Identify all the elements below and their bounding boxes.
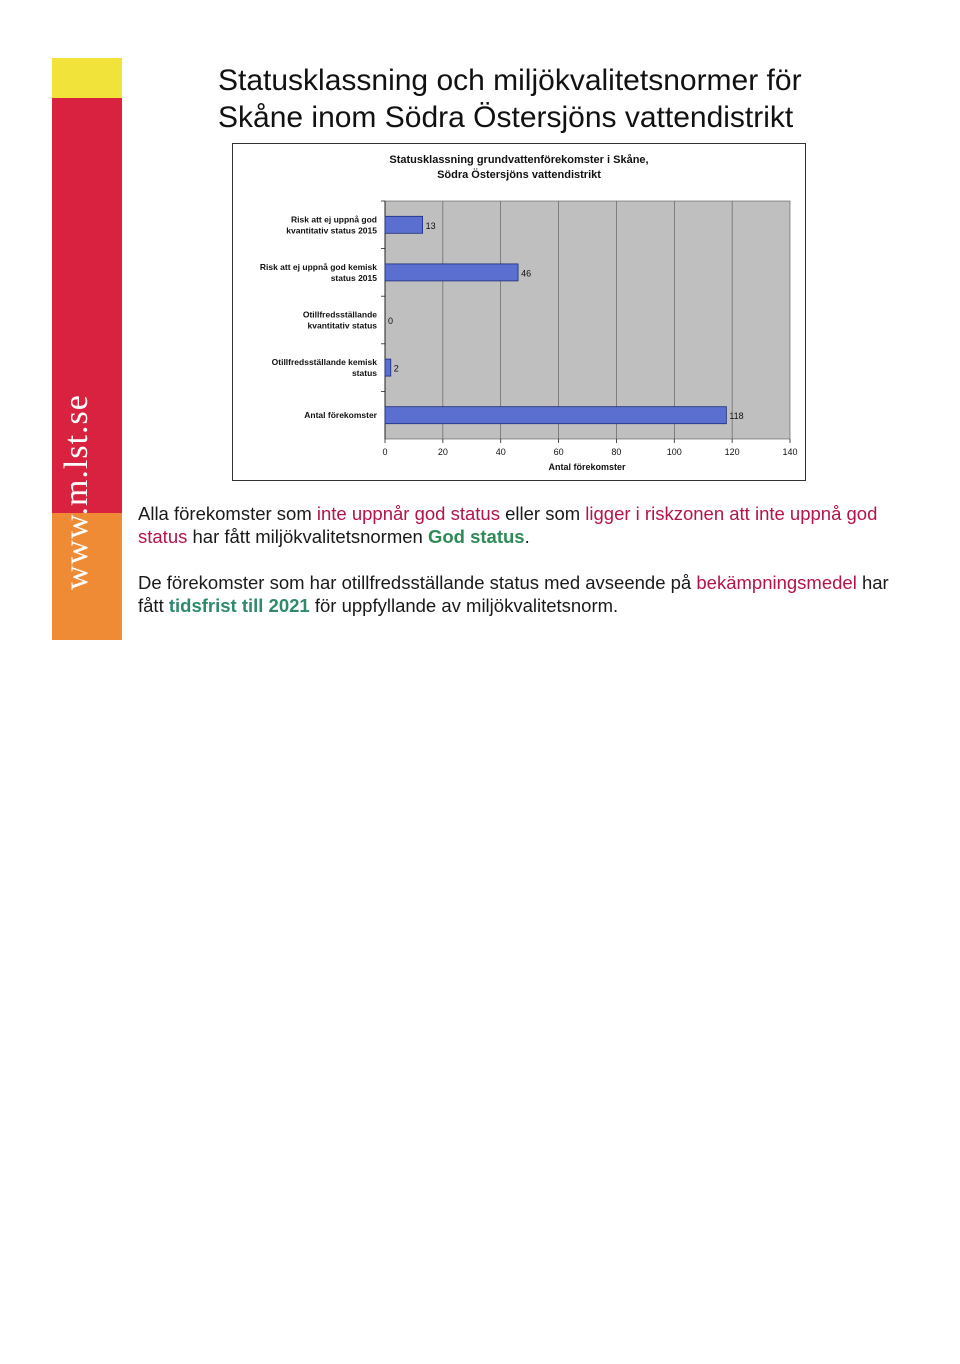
paragraph-god-status-segment: God status <box>427 526 525 547</box>
chart-title: Statusklassning grundvattenförekomster i Skåne, <box>389 154 649 166</box>
category-label: Risk att ej uppnå god kemisk <box>259 261 377 272</box>
status-chart <box>232 143 806 481</box>
paragraph-god-status-segment: Alla förekomster som <box>138 503 317 524</box>
bar <box>385 407 726 424</box>
x-tick-label: 60 <box>553 447 564 457</box>
bar <box>385 359 391 376</box>
category-label: Otillfredsställande kemisk <box>271 357 377 368</box>
paragraph-tidsfrist-segment: för uppfyllande av miljökvalitetsnorm. <box>309 595 619 616</box>
x-tick-label: 40 <box>495 447 506 457</box>
bar-data-label: 46 <box>521 268 532 279</box>
category-label: Otillfredsställande <box>302 309 377 320</box>
bar <box>385 216 423 233</box>
paragraph-tidsfrist <box>138 571 898 617</box>
x-tick-label: 100 <box>666 447 682 457</box>
paragraph-god-status <box>138 502 898 548</box>
x-tick-label: 0 <box>382 447 388 457</box>
chart-x-axis-label: Antal förekomster <box>548 462 626 472</box>
chart-svg <box>233 144 805 480</box>
bar-data-label: 2 <box>393 363 399 374</box>
paragraph-tidsfrist-segment: har fått <box>138 572 889 616</box>
x-tick-label: 20 <box>437 447 448 457</box>
site-url: www.m.lst.se <box>58 394 95 590</box>
paragraph-god-status-segment: inte uppnår god status <box>316 503 500 524</box>
category-label: kvantitativ status <box>307 320 377 331</box>
paragraph-tidsfrist-segment: De förekomster som har otillfredsställande status med avseende på <box>138 572 697 593</box>
paragraph-god-status-segment: ligger i riskzonen att inte uppnå god status <box>138 503 878 547</box>
bar-data-label: 118 <box>729 411 744 422</box>
paragraph-god-status-segment: . <box>524 526 530 547</box>
bar-data-label: 0 <box>388 316 394 326</box>
page-title-line-2: Skåne inom Södra Östersjöns vattendistrikt <box>218 101 794 134</box>
bar-data-label: 13 <box>425 220 436 231</box>
paragraph-tidsfrist-segment: bekämpningsmedel <box>696 572 857 593</box>
sidebar-yellow-band <box>52 58 122 98</box>
x-tick-label: 140 <box>782 447 798 457</box>
x-tick-label: 80 <box>611 447 622 457</box>
category-label: status 2015 <box>330 272 377 283</box>
category-label: Antal förekomster <box>304 410 377 421</box>
x-tick-label: 120 <box>724 447 740 457</box>
page-title <box>218 62 918 136</box>
bar <box>385 264 518 281</box>
paragraph-god-status-segment: har fått miljökvalitetsnormen <box>187 526 428 547</box>
paragraph-tidsfrist-segment: tidsfrist till 2021 <box>168 595 310 616</box>
plot-area <box>385 201 790 439</box>
category-label: Risk att ej uppnå god <box>291 214 377 225</box>
category-label: kvantitativ status 2015 <box>286 225 377 236</box>
page-title-line-1: Statusklassning och miljökvalitetsnormer för <box>218 64 802 97</box>
paragraph-god-status-segment: eller som <box>499 503 586 524</box>
chart-subtitle: Södra Östersjöns vattendistrikt <box>437 169 601 181</box>
category-label: status <box>351 368 377 379</box>
